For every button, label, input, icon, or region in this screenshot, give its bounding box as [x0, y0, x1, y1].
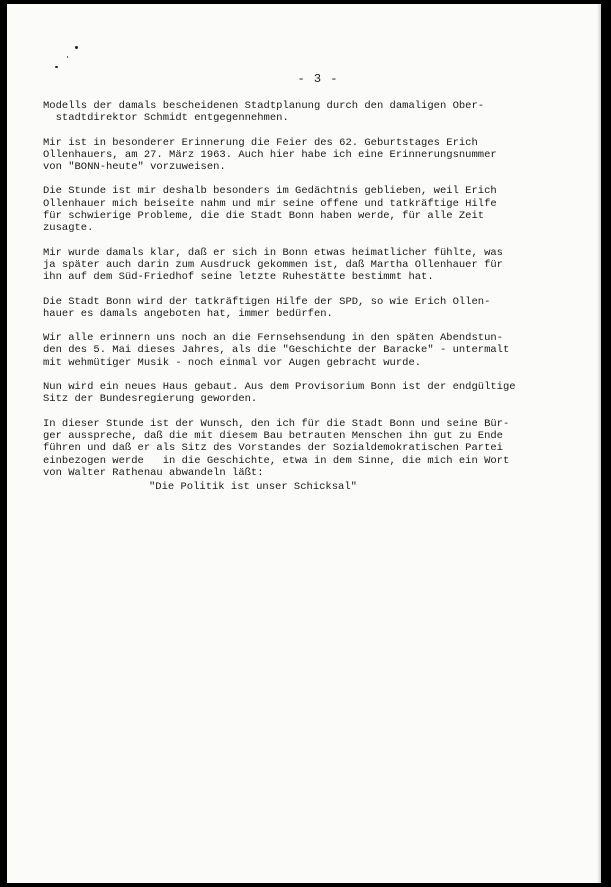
scan-speck: [75, 46, 78, 49]
paragraph: In dieser Stunde ist der Wunsch, den ich für die Stadt Bonn und seine Bür- ger ausspreche, daß die mit diesem Bau betrauten Menschen ihn gut zu Ende führen und daß er als Sitz des Vorstandes der Sozialdemokratischen Partei einbezogen werde in die Geschichte, etwa in dem Sinne, die mich ein Wort von Walter Rathenau abwandeln läßt:: [43, 417, 510, 479]
paragraph: Mir wurde damals klar, daß er sich in Bonn etwas heimatlicher fühlte, was ja später auch darin zum Ausdruck gekommen ist, daß Martha Ollenhauer für ihn auf dem Süd-Friedhof seine letzte Ruhestätte bestimmt hat.: [43, 246, 503, 284]
rathenau-quote: "Die Politik ist unser Schicksal": [149, 481, 357, 494]
paragraph: Wir alle erinnern uns noch an die Fernsehsendung in den späten Abendstun- den des 5. Mai dieses Jahres, als die "Geschichte der Baracke" - untermalt mit wehmütiger Musik - noch einmal vor Augen gebracht wurde.: [43, 332, 510, 369]
scan-speck: [67, 56, 68, 58]
scan-speck: [55, 66, 58, 68]
paragraph: Die Stunde ist mir deshalb besonders im Gedächtnis geblieben, weil Erich Ollenhauer mich beiseite nahm und mir seine offene und tatkräftige Hilfe für schwierige Probleme, die die Stadt Bonn haben werde, für alle Zeit zusagte.: [43, 185, 497, 235]
page-edge-shadow: [597, 4, 601, 883]
document-page: [7, 4, 601, 883]
letter-body: [43, 100, 583, 493]
paragraph: Mir ist in besonderer Erinnerung die Feier des 62. Geburtstages Erich Ollenhauers, am 27. März 1963. Auch hier habe ich eine Erinnerungsnummer von "BONN-heute" vorzuweisen.: [43, 136, 497, 174]
paragraph: Modells der damals bescheidenen Stadtplanung durch den damaligen Ober- stadtdirektor Schmidt entgegennehmen.: [43, 100, 485, 125]
page-number: - 3 -: [297, 72, 339, 86]
paragraph: Die Stadt Bonn wird der tatkräftigen Hilfe der SPD, so wie Erich Ollen- hauer es damals angeboten hat, immer bedürfen.: [43, 295, 491, 320]
paragraph: Nun wird ein neues Haus gebaut. Aus dem Provisorium Bonn ist der endgültige Sitz der Bundesregierung geworden.: [43, 381, 516, 406]
